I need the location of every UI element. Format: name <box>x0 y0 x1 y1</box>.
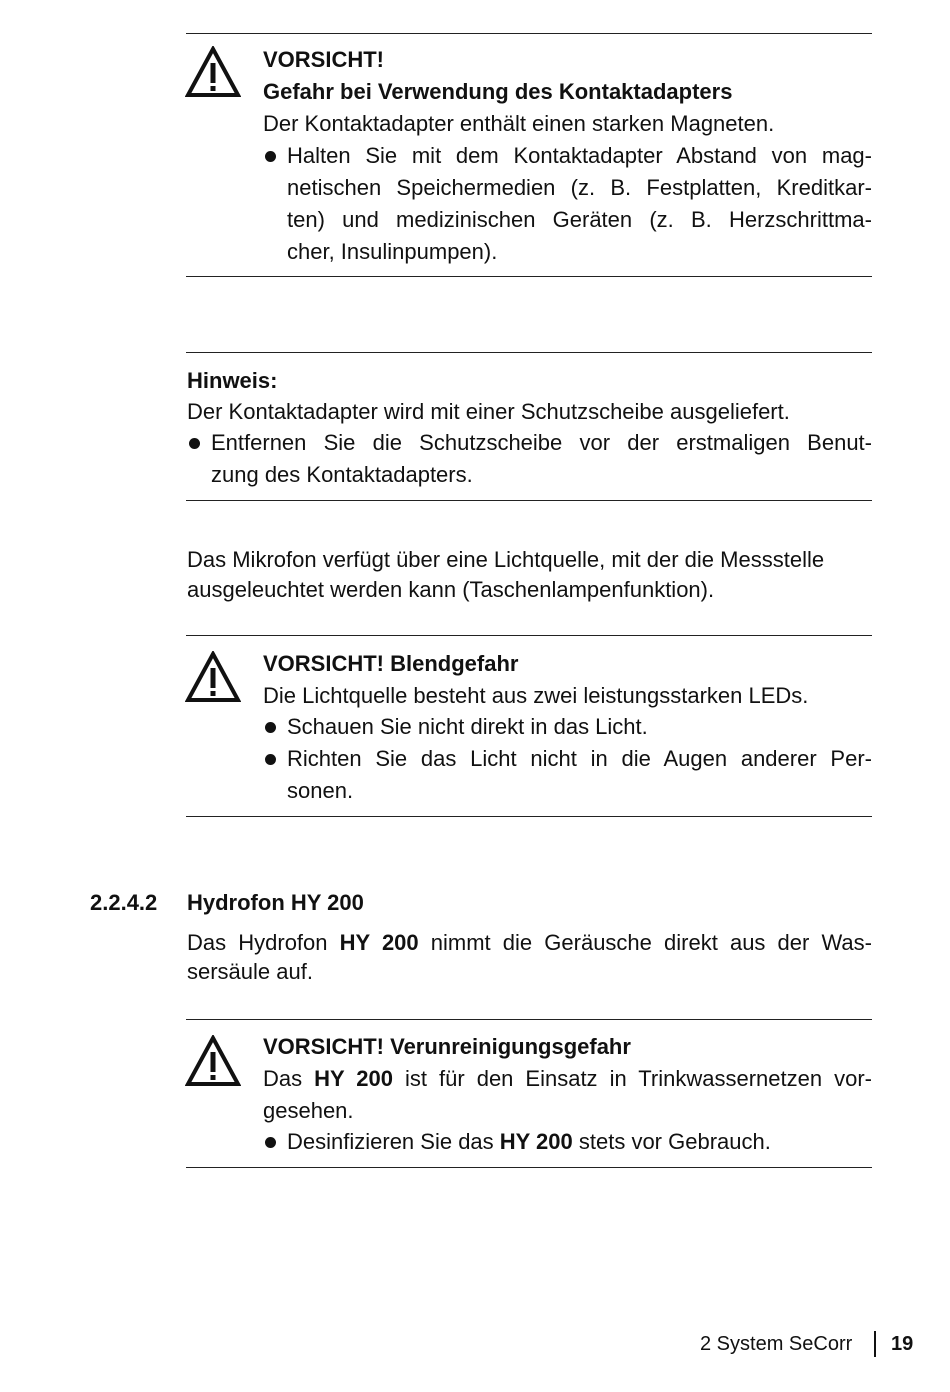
note-text: Der Kontaktadapter wird mit einer Schutzscheibe ausgeliefert. <box>187 399 790 424</box>
warning-triangle-icon <box>185 46 241 98</box>
product-name: HY 200 <box>499 1129 573 1154</box>
warning3-text-line: gesehen. <box>263 1098 354 1123</box>
warning1-bullet-line: netischen Speichermedien (z. B. Festplatten, Kreditkar- <box>287 175 872 200</box>
warning1-title: VORSICHT! <box>263 47 384 72</box>
warning1-bullet-line: Halten Sie mit dem Kontaktadapter Abstand von mag- <box>287 143 872 168</box>
bullet-icon <box>265 754 276 765</box>
warning2-bullet2-line: Richten Sie das Licht nicht in die Augen anderer Per- <box>287 746 872 771</box>
footer-chapter: 2 System SeCorr <box>700 1333 853 1355</box>
footer-separator <box>874 1331 876 1357</box>
warning1-subtitle: Gefahr bei Verwendung des Kontaktadapters <box>263 79 733 104</box>
warning3-text-line: Das HY 200 ist für den Einsatz in Trinkwassernetzen vor- <box>263 1066 872 1091</box>
section-text-line: Das Hydrofon HY 200 nimmt die Geräusche direkt aus der Was- <box>187 930 872 955</box>
section-number: 2.2.4.2 <box>90 890 158 915</box>
note-bullet-line: zung des Kontaktadapters. <box>211 462 473 487</box>
product-name: HY 200 <box>339 930 419 955</box>
top-rule-note <box>186 352 872 353</box>
bottom-rule-warning1 <box>186 276 872 277</box>
warning2-bullet1: Schauen Sie nicht direkt in das Licht. <box>287 714 648 739</box>
bottom-rule-note <box>186 500 872 501</box>
top-rule-warning2 <box>186 635 872 636</box>
section-title: Hydrofon HY 200 <box>187 890 364 915</box>
warning2-bullet2-line: sonen. <box>287 778 354 803</box>
bullet-icon <box>265 722 276 733</box>
bottom-rule-warning2 <box>186 816 872 817</box>
bullet-icon <box>265 1137 276 1148</box>
warning1-bullet-line: ten) und medizinischen Geräten (z. B. Herzschrittma- <box>287 207 872 232</box>
bottom-rule-warning3 <box>186 1167 872 1168</box>
warning3-title: VORSICHT! Verunreinigungsgefahr <box>263 1034 631 1059</box>
paragraph-line: ausgeleuchtet werden kann (Taschenlampenfunktion). <box>187 577 715 602</box>
top-rule-warning3 <box>186 1019 872 1020</box>
warning-triangle-icon <box>185 651 241 703</box>
warning3-bullet: Desinfizieren Sie das HY 200 stets vor Gebrauch. <box>287 1129 771 1154</box>
product-name: HY 200 <box>314 1066 394 1091</box>
note-title: Hinweis: <box>187 368 278 393</box>
warning1-bullet-line: cher, Insulinpumpen). <box>287 239 498 264</box>
paragraph-line: Das Mikrofon verfügt über eine Lichtquelle, mit der die Messstelle <box>187 547 825 572</box>
top-rule-warning1 <box>186 33 872 34</box>
warning-triangle-icon <box>185 1035 241 1087</box>
page-number: 19 <box>891 1333 914 1355</box>
warning2-title: VORSICHT! Blendgefahr <box>263 651 519 676</box>
bullet-icon <box>189 438 200 449</box>
warning2-text: Die Lichtquelle besteht aus zwei leistungsstarken LEDs. <box>263 683 809 708</box>
bullet-icon <box>265 151 276 162</box>
section-text-line: sersäule auf. <box>187 959 313 984</box>
note-bullet-line: Entfernen Sie die Schutzscheibe vor der erstmaligen Benut- <box>211 430 872 455</box>
warning1-text: Der Kontaktadapter enthält einen starken Magneten. <box>263 111 775 136</box>
